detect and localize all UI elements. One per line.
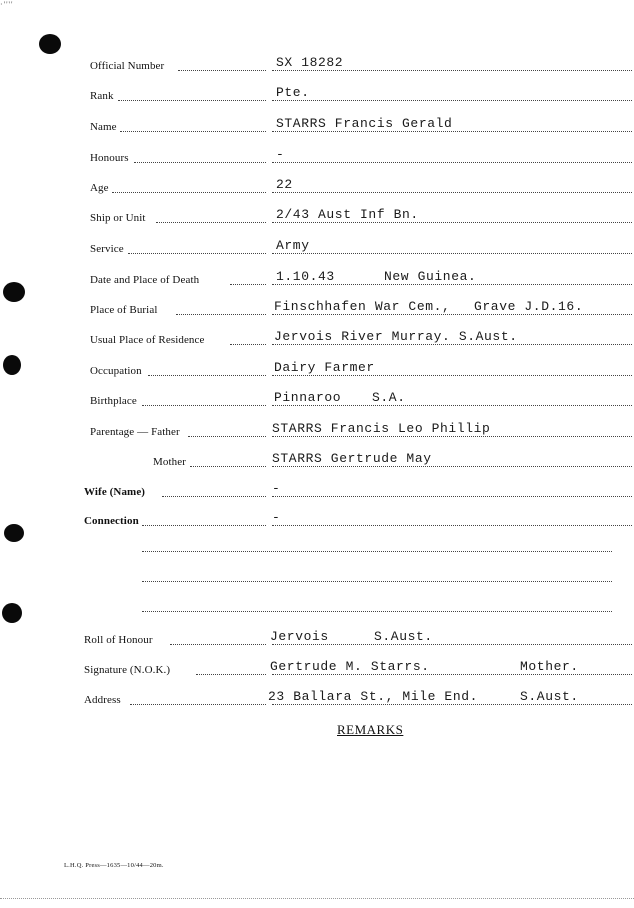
row-place-of-burial <box>0 299 634 325</box>
label-parentage-father: Parentage — Father <box>90 426 180 438</box>
blank-line-1 <box>142 549 612 552</box>
dotted-line <box>272 494 632 497</box>
dotted-leader <box>142 403 266 406</box>
label-address: Address <box>84 694 121 706</box>
value-wife: - <box>272 481 281 496</box>
value-roll-state: S.Aust. <box>374 629 433 644</box>
punch-hole-5 <box>2 603 22 623</box>
row-date-place-death <box>0 269 634 295</box>
value-address-state: S.Aust. <box>520 689 579 704</box>
blank-line-3 <box>142 609 612 612</box>
corner-mark: ·'''' <box>0 0 14 9</box>
row-parentage-father <box>0 421 634 447</box>
label-official-number: Official Number <box>90 60 165 72</box>
dotted-leader <box>128 251 266 254</box>
dotted-leader <box>230 342 266 345</box>
dotted-leader <box>178 68 266 71</box>
value-burial-cemetery: Finschhafen War Cem., <box>274 299 451 314</box>
value-occupation: Dairy Farmer <box>274 360 375 375</box>
value-death-place: New Guinea. <box>384 269 477 284</box>
label-birthplace: Birthplace <box>90 395 137 407</box>
label-honours: Honours <box>90 152 129 164</box>
label-service: Service <box>90 243 124 255</box>
value-rank: Pte. <box>276 85 310 100</box>
value-death-date: 1.10.43 <box>276 269 335 284</box>
value-ship-or-unit: 2/43 Aust Inf Bn. <box>276 207 419 222</box>
label-usual-residence: Usual Place of Residence <box>90 334 205 346</box>
row-address <box>0 689 634 715</box>
value-usual-residence: Jervois River Murray. S.Aust. <box>274 329 518 344</box>
dotted-leader <box>170 642 266 645</box>
dotted-leader <box>112 190 266 193</box>
value-honours: - <box>276 147 285 162</box>
punch-hole-1 <box>39 34 61 54</box>
printer-imprint: L.H.Q. Press—1635—10/44—20m. <box>64 862 164 869</box>
dotted-leader <box>196 672 266 675</box>
value-official-number: SX 18282 <box>276 55 344 70</box>
dotted-line <box>272 160 632 163</box>
label-mother: Mother <box>153 456 186 468</box>
label-place-of-burial: Place of Burial <box>90 304 158 316</box>
dotted-leader <box>190 464 266 467</box>
label-ship-or-unit: Ship or Unit <box>90 212 146 224</box>
value-roll-town: Jervois <box>270 629 329 644</box>
row-signature <box>0 659 634 685</box>
dotted-leader <box>148 373 266 376</box>
value-father: STARRS Francis Leo Phillip <box>272 421 491 436</box>
value-service: Army <box>276 238 310 253</box>
value-burial-grave: Grave J.D.16. <box>474 299 584 314</box>
label-wife: Wife (Name) <box>84 486 146 498</box>
label-date-place-death: Date and Place of Death <box>90 274 200 286</box>
label-name: Name <box>90 121 117 133</box>
row-service <box>0 238 634 264</box>
value-signature-name: Gertrude M. Starrs. <box>270 659 430 674</box>
dotted-leader <box>156 220 266 223</box>
row-birthplace <box>0 390 634 416</box>
dotted-leader <box>162 494 266 497</box>
value-connection: - <box>272 510 281 525</box>
dotted-line <box>272 98 632 101</box>
bottom-edge <box>0 898 634 899</box>
row-occupation <box>0 360 634 386</box>
value-age: 22 <box>276 177 293 192</box>
value-signature-relation: Mother. <box>520 659 579 674</box>
label-occupation: Occupation <box>90 365 142 377</box>
dotted-leader <box>230 282 266 285</box>
label-roll-of-honour: Roll of Honour <box>84 634 153 646</box>
value-address-street: 23 Ballara St., Mile End. <box>268 689 479 704</box>
row-honours <box>0 147 634 173</box>
row-rank <box>0 85 634 111</box>
dotted-leader <box>120 129 266 132</box>
value-name: STARRS Francis Gerald <box>276 116 453 131</box>
label-connection: Connection <box>84 515 139 527</box>
value-mother: STARRS Gertrude May <box>272 451 432 466</box>
row-ship-or-unit <box>0 207 634 233</box>
row-usual-residence <box>0 329 634 355</box>
remarks-heading: REMARKS <box>337 722 404 737</box>
dotted-leader <box>134 160 266 163</box>
dotted-leader <box>118 98 266 101</box>
dotted-line <box>272 190 632 193</box>
blank-line-2 <box>142 579 612 582</box>
dotted-leader <box>142 523 266 526</box>
row-wife <box>0 481 634 507</box>
label-age: Age <box>90 182 109 194</box>
dotted-leader <box>130 702 266 705</box>
dotted-leader <box>188 434 266 437</box>
label-signature: Signature (N.O.K.) <box>84 664 171 676</box>
dotted-leader <box>176 312 266 315</box>
row-roll-of-honour <box>0 629 634 655</box>
row-name <box>0 116 634 142</box>
value-birthplace-town: Pinnaroo <box>274 390 342 405</box>
row-age <box>0 177 634 203</box>
dotted-line <box>272 523 632 526</box>
row-mother <box>0 451 634 477</box>
label-rank: Rank <box>90 90 114 102</box>
dotted-line <box>272 251 632 254</box>
value-birthplace-state: S.A. <box>372 390 406 405</box>
row-official-number <box>0 55 634 81</box>
row-connection <box>0 510 634 536</box>
